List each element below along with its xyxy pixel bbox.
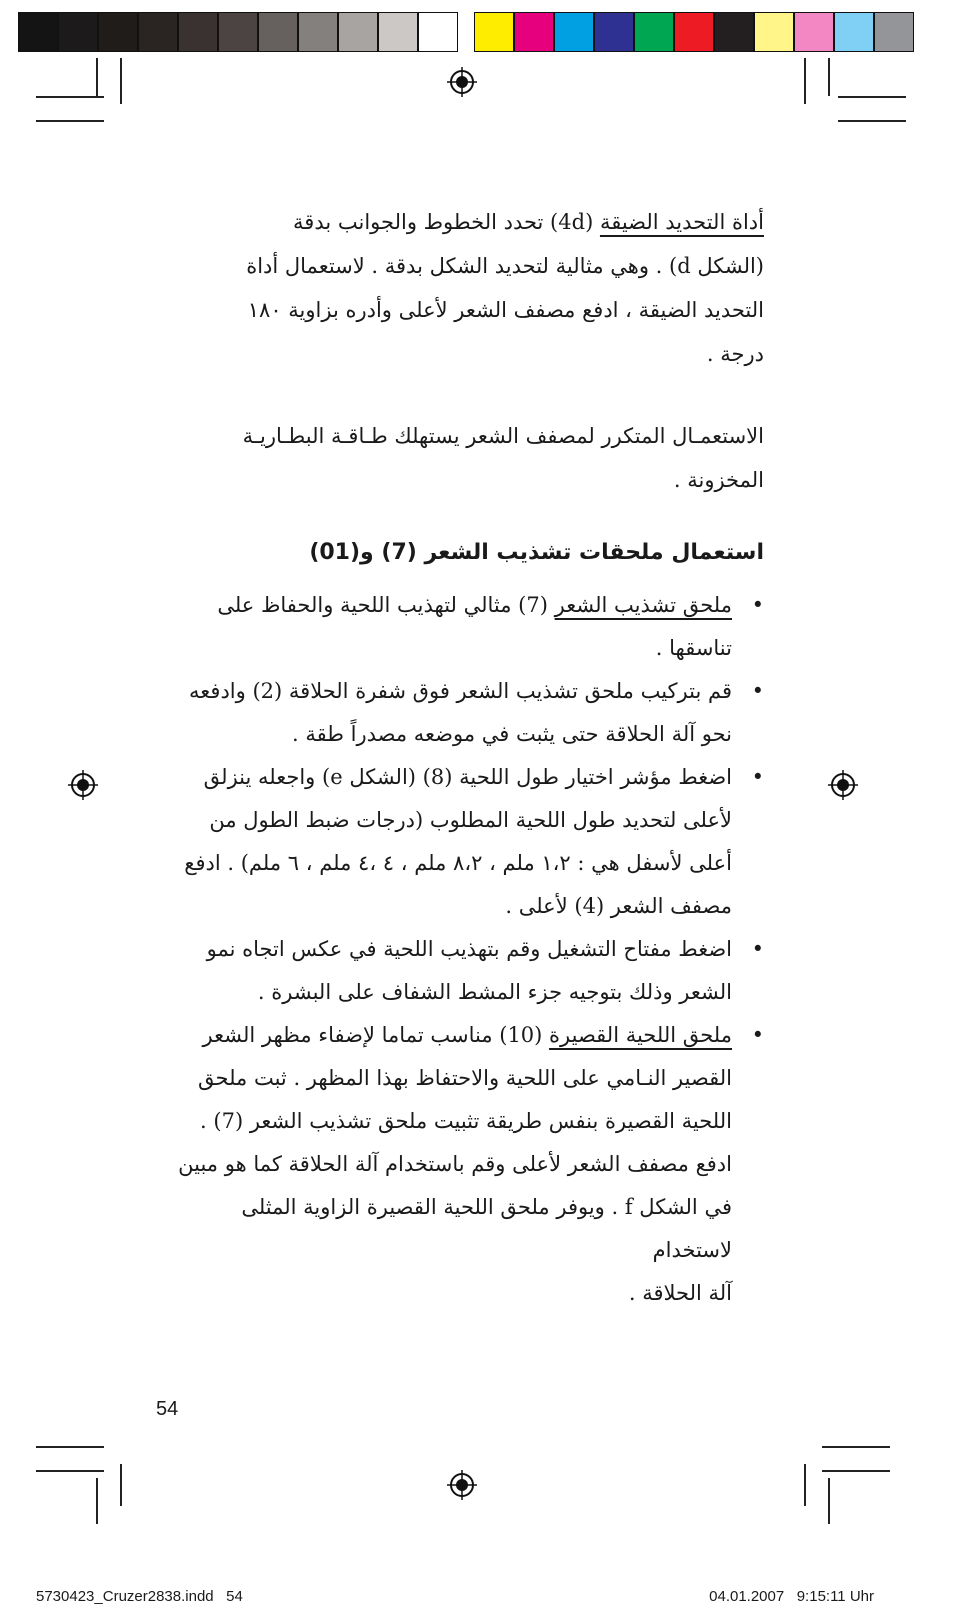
crop-mark [804, 58, 806, 104]
registration-mark-icon [828, 770, 858, 800]
registration-mark-icon [447, 67, 477, 97]
crop-mark [838, 96, 906, 98]
gray-calibration-bar [18, 12, 458, 54]
list-item [164, 584, 764, 670]
color-swatch [418, 12, 458, 52]
crop-mark [36, 96, 104, 98]
color-swatch [874, 12, 914, 52]
crop-mark [96, 58, 98, 96]
paragraph-line: قم بتركيب ملحق تشذيب الشعر فوق شفرة الحلاقة (2) وادفعه [189, 679, 732, 703]
color-swatch [714, 12, 754, 52]
color-swatch [634, 12, 674, 52]
paragraph-line: آلة الحلاقة . [628, 1281, 732, 1305]
color-swatch [674, 12, 714, 52]
crop-mark [822, 1470, 890, 1472]
color-swatch [178, 12, 218, 52]
paragraph-line: اللحية القصيرة بنفس طريقة تثبيت ملحق تشذيب الشعر (7) . [200, 1109, 732, 1133]
paragraph-line: المخزونة . [673, 468, 764, 492]
color-swatch [58, 12, 98, 52]
section-heading: استعمال ملحقات تشذيب الشعر (7) و(01) [309, 540, 764, 565]
crop-mark [804, 1464, 806, 1506]
color-swatch [554, 12, 594, 52]
page-number: 54 [156, 1398, 179, 1420]
color-swatch [218, 12, 258, 52]
crop-mark [36, 120, 104, 122]
bullet-icon: • [751, 593, 764, 617]
color-swatch [794, 12, 834, 52]
bullet-icon: • [751, 679, 764, 703]
paragraph-line: الشعر وذلك بتوجيه جزء المشط الشفاف على البشرة . [257, 980, 732, 1004]
registration-mark-icon [68, 770, 98, 800]
color-swatch [18, 12, 58, 52]
paragraph-line: في الشكل f . ويوفر ملحق اللحية القصيرة الزاوية المثلى لاستخدام [241, 1195, 732, 1262]
color-swatch [338, 12, 378, 52]
instruction-list [164, 584, 764, 1315]
color-swatch [834, 12, 874, 52]
paragraph-line: ملحق تشذيب الشعر (7) مثالي لتهذيب اللحية والحفاظ على [217, 593, 732, 617]
paragraph-line: اضغط مفتاح التشغيل وقم بتهذيب اللحية في عكس اتجاه نمو [206, 937, 732, 961]
bullet-icon: • [751, 937, 764, 961]
paragraph-line: ادفع مصفف الشعر لأعلى وقم باستخدام آلة الحلاقة كما هو مبين [178, 1152, 732, 1176]
footer-file-name: 5730423_Cruzer2838.indd 54 [36, 1588, 243, 1605]
color-swatch [258, 12, 298, 52]
paragraph-line: (الشكل d) . وهي مثالية لتحديد الشكل بدقة . لاستعمال أداة [246, 254, 764, 278]
crop-mark [838, 120, 906, 122]
term-trimmer-attachment: ملحق تشذيب الشعر [554, 593, 732, 617]
paragraph-line: التحديد الضيقة ، ادفع مصفف الشعر لأعلى وأدره بزاوية ١٨٠ [247, 298, 764, 322]
color-calibration-bar [474, 12, 914, 54]
footer-timestamp: 04.01.2007 9:15:11 Uhr [709, 1588, 874, 1605]
paragraph-line: نحو آلة الحلاقة حتى يثبت في موضعه مصدراً طقة . [292, 722, 732, 746]
paragraph-line: درجة . [706, 342, 764, 366]
paragraph-line: تناسقها . [655, 636, 732, 660]
paragraph-line: لأعلى لتحديد طول اللحية المطلوب (درجات ضبط الطول من [209, 808, 732, 832]
color-swatch [138, 12, 178, 52]
color-swatch [754, 12, 794, 52]
crop-mark [822, 1446, 890, 1448]
paragraph-line: القصير النـامي على اللحية والاحتفاظ بهذا المظهر . ثبت ملحق [198, 1066, 732, 1090]
crop-mark [36, 1446, 104, 1448]
paragraph-line: اضغط مؤشر اختيار طول اللحية (8) (الشكل e) واجعله ينزلق [203, 765, 732, 789]
color-swatch [594, 12, 634, 52]
term-short-beard-attachment: ملحق اللحية القصيرة [549, 1023, 732, 1047]
crop-mark [828, 58, 830, 96]
crop-mark [120, 58, 122, 104]
registration-mark-icon [447, 1470, 477, 1500]
paragraph-line: مصفف الشعر (4) لأعلى . [505, 894, 732, 918]
color-swatch [298, 12, 338, 52]
paragraph-line: ملحق اللحية القصيرة (10) مناسب تماما لإضفاء مظهر الشعر [202, 1023, 732, 1047]
crop-mark [96, 1478, 98, 1524]
color-swatch [474, 12, 514, 52]
paragraph-line: أداة التحديد الضيقة (4d) تحدد الخطوط والجوانب بدقة [293, 210, 764, 234]
color-swatch [378, 12, 418, 52]
crop-mark [36, 1470, 104, 1472]
bullet-icon: • [751, 1023, 764, 1047]
list-item [164, 1014, 764, 1315]
list-item [164, 670, 764, 756]
bullet-icon: • [751, 765, 764, 789]
list-item [164, 756, 764, 928]
term-narrow-tool: أداة التحديد الضيقة [599, 210, 764, 234]
color-swatch [514, 12, 554, 52]
paragraph-narrow-tool [164, 200, 764, 376]
paragraph-line: أعلى لأسفل هي : ١،٢ ملم ، ٨،٢ ملم ، ٤ ،٤ ملم ، ٦ ملم) . ادفع [184, 851, 732, 875]
color-swatch [98, 12, 138, 52]
crop-mark [120, 1464, 122, 1506]
paragraph-battery-note [164, 414, 764, 502]
crop-mark [828, 1478, 830, 1524]
list-item [164, 928, 764, 1014]
paragraph-line: الاستعمـال المتكرر لمصفف الشعر يستهلك طـاقـة البطـاريـة [242, 424, 764, 448]
